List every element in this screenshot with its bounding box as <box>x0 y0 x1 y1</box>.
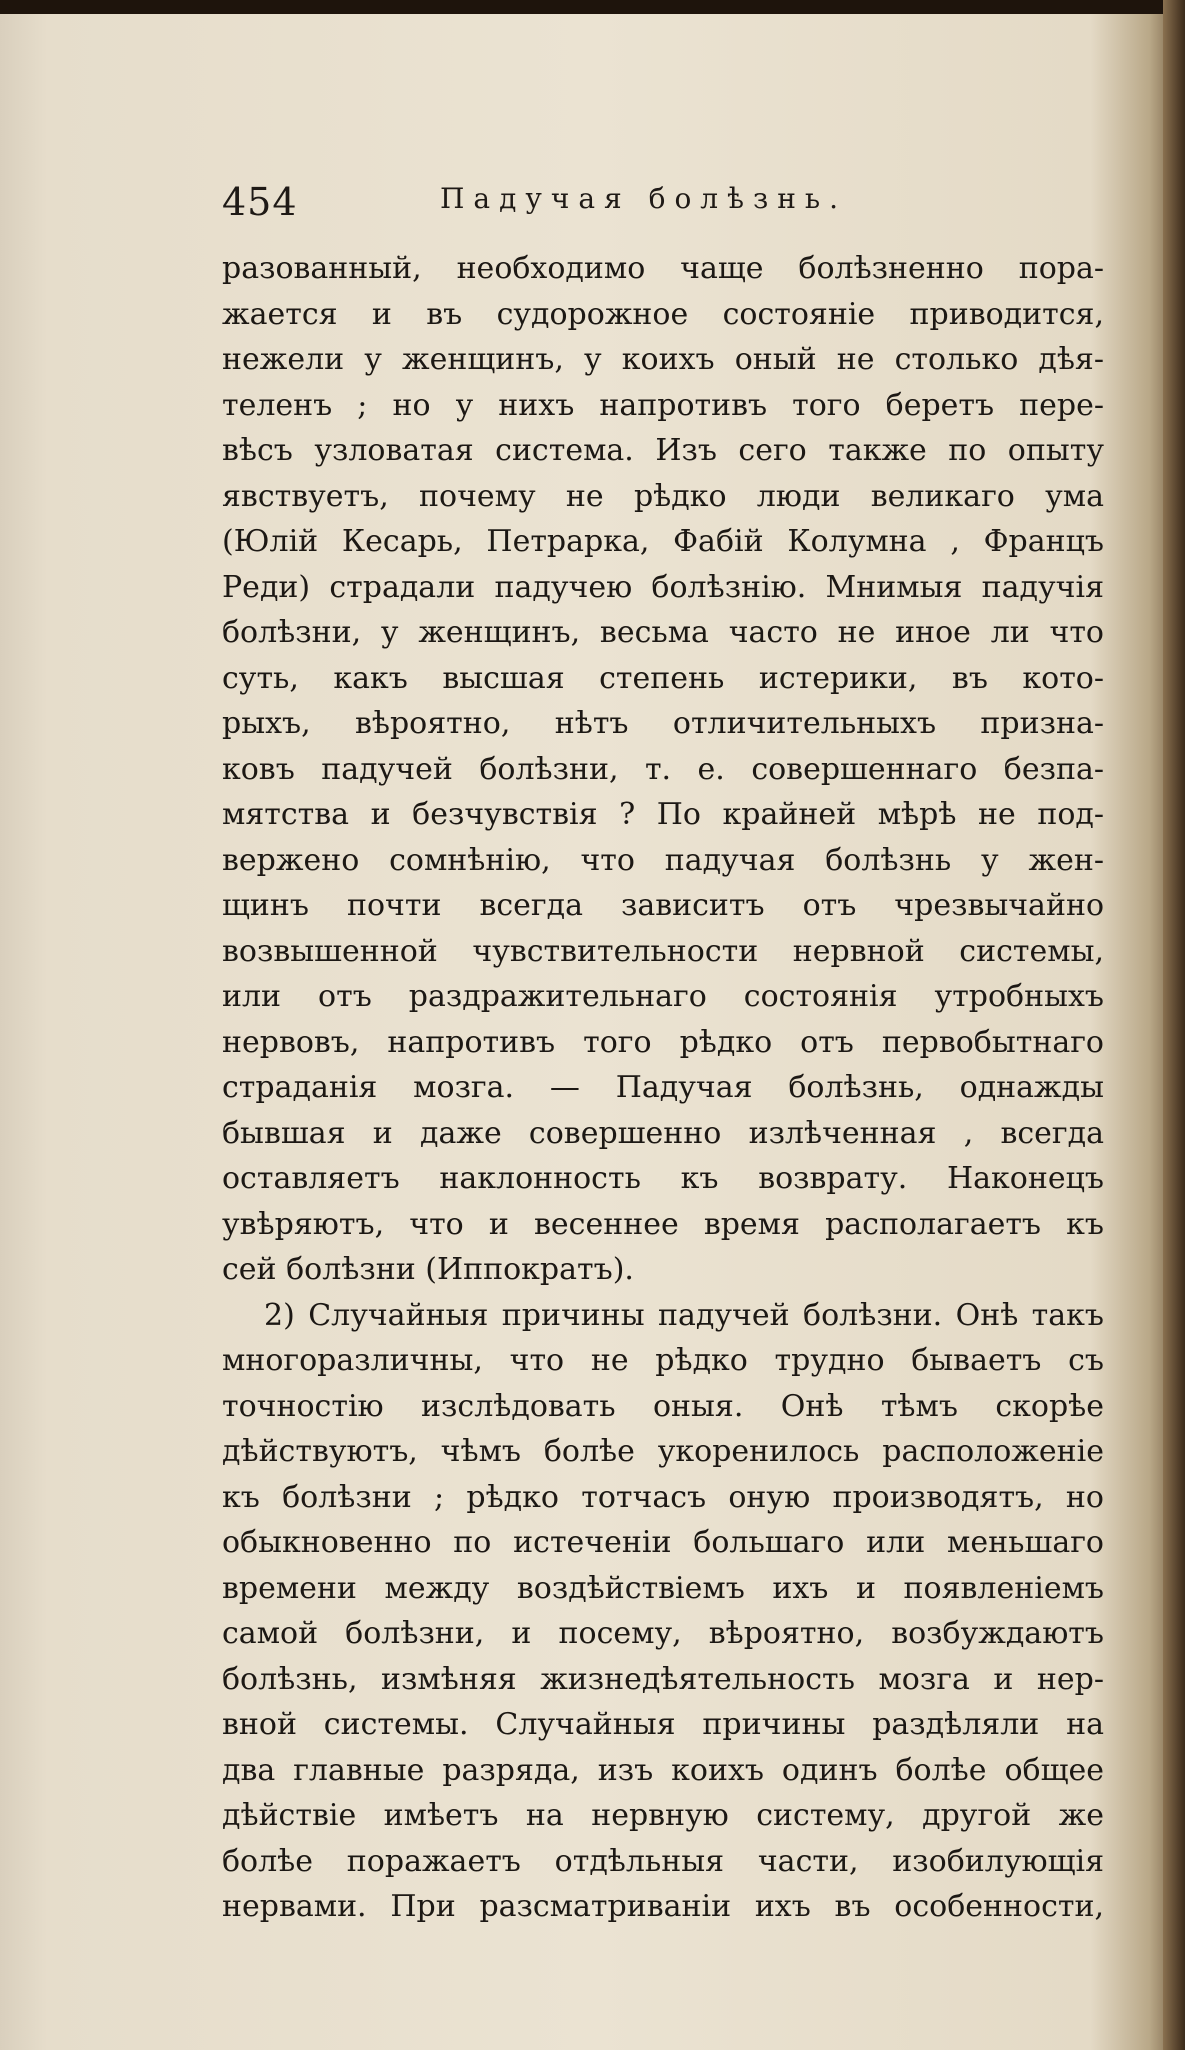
text-line: вержено сомнѣнію, что падучая болѣзнь у жен- <box>222 842 1104 878</box>
text-line: щинъ почти всегда зависитъ отъ чрезвычайно <box>222 888 1104 923</box>
text-line: (Юлій Кесарь, Петрарка, Фабій Колумна , Францъ <box>222 524 1104 559</box>
text-line: дѣйствуютъ, чѣмъ болѣе укоренилось расположеніе <box>222 1434 1104 1469</box>
text-line: къ болѣзни ; рѣдко тотчасъ оную производятъ, но <box>222 1479 1104 1515</box>
page-number: 454 <box>222 180 298 224</box>
text-line: жается и въ судорожное состояніе приводится, <box>222 296 1104 332</box>
text-line: дѣйствіе имѣетъ на нервную систему, другой же <box>222 1798 1104 1833</box>
text-line: нервами. При разсматриваніи ихъ въ особенности, <box>222 1889 1104 1924</box>
text-line: сей болѣзни (Иппократъ). <box>222 1252 634 1287</box>
text-line: самой болѣзни, и посему, вѣроятно, возбуждаютъ <box>222 1616 1104 1651</box>
text-line: рыхъ, вѣроятно, нѣтъ отличительныхъ призна- <box>222 706 1104 741</box>
text-line: суть, какъ высшая степень истерики, въ кото- <box>222 660 1104 696</box>
page-gutter-shadow <box>1163 0 1185 2050</box>
text-line: бывшая и даже совершенно излѣченная , всегда <box>222 1115 1104 1151</box>
text-line: возвышенной чувствительности нервной системы, <box>222 933 1104 969</box>
text-line: Реди) страдали падучею болѣзнію. Мнимыя падучія <box>222 569 1104 605</box>
text-line: нежели у женщинъ, у коихъ оный не столько дѣя- <box>222 342 1104 377</box>
text-line: вѣсъ узловатая система. Изъ сего также по опыту <box>222 433 1104 468</box>
text-line: ковъ падучей болѣзни, т. е. совершеннаго безпа- <box>222 751 1104 787</box>
text-line: нервовъ, напротивъ того рѣдко отъ первобытнаго <box>222 1024 1104 1060</box>
text-line: разованный, необходимо чаще болѣзненно пора- <box>222 251 1104 286</box>
text-line: болѣе поражаетъ отдѣльныя части, изобилующія <box>222 1843 1104 1879</box>
text-line: увѣряютъ, что и весеннее время располагаетъ къ <box>222 1206 1104 1242</box>
text-line: болѣзни, у женщинъ, весьма часто не иное ли что <box>222 615 1104 650</box>
text-line: болѣзнь, измѣняя жизнедѣятельность мозга и нер- <box>222 1661 1104 1697</box>
text-line: точностію изслѣдовать оныя. Онѣ тѣмъ скорѣе <box>222 1388 1104 1424</box>
text-line: или отъ раздражительнаго состоянія утробныхъ <box>222 979 1104 1014</box>
text-line: многоразличны, что не рѣдко трудно бываетъ съ <box>222 1343 1104 1378</box>
text-line: мятства и безчувствія ? По крайней мѣрѣ не под- <box>222 797 1104 832</box>
running-title: Падучая болѣзнь. <box>440 182 848 215</box>
text-line: вной системы. Случайныя причины раздѣляли на <box>222 1707 1104 1742</box>
text-line: обыкновенно по истеченіи большаго или меньшаго <box>222 1525 1104 1560</box>
text-line: времени между воздѣйствіемъ ихъ и появленіемъ <box>222 1570 1104 1606</box>
text-line: 2) Случайныя причины падучей болѣзни. Онѣ такъ <box>264 1297 1104 1333</box>
body-text <box>222 246 1104 1930</box>
scan-top-border <box>0 0 1185 14</box>
text-line: оставляетъ наклонность къ возврату. Наконецъ <box>222 1161 1104 1196</box>
text-line: страданія мозга. — Падучая болѣзнь, однажды <box>222 1070 1104 1105</box>
text-line: теленъ ; но у нихъ напротивъ того беретъ пере- <box>222 387 1104 423</box>
text-line: явствуетъ, почему не рѣдко люди великаго ума <box>222 478 1104 514</box>
text-line: два главные разряда, изъ коихъ одинъ болѣе общее <box>222 1752 1104 1788</box>
